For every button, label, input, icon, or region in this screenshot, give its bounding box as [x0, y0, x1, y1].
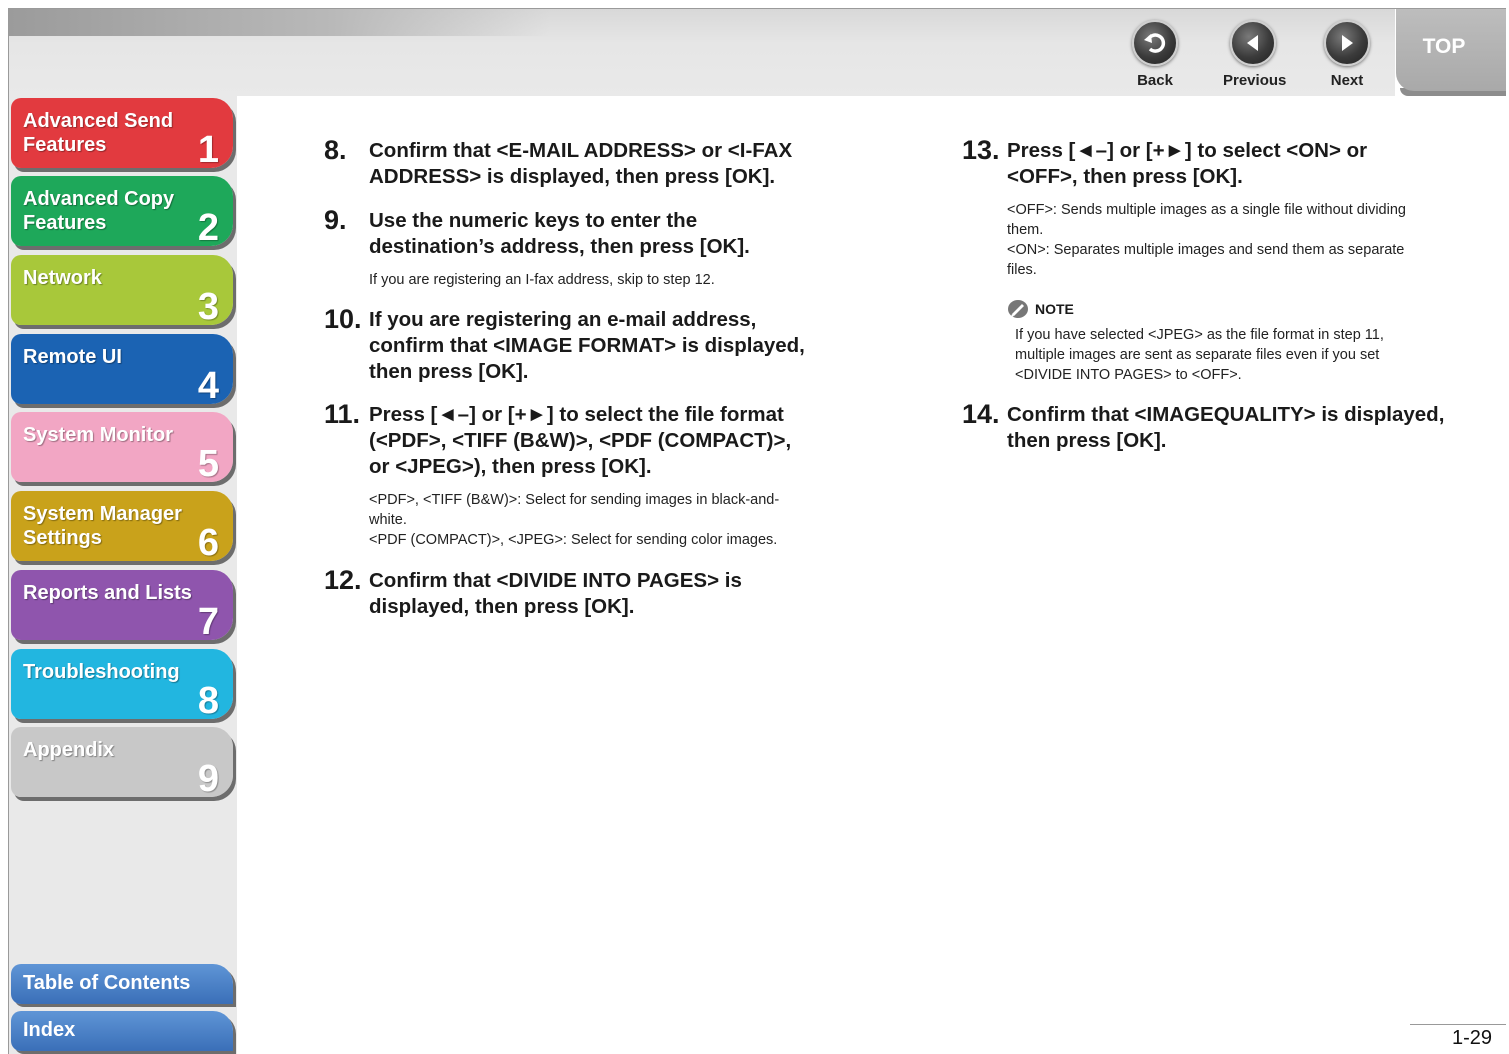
- header-stripe: [9, 9, 549, 36]
- tab-number: 6: [197, 522, 219, 561]
- index-button[interactable]: [11, 1011, 233, 1051]
- step-number: 13.: [962, 135, 1000, 165]
- next-button[interactable]: [1317, 20, 1377, 89]
- next-icon: [1324, 20, 1370, 66]
- step-note-line: files.: [1007, 262, 1037, 278]
- tab-reports-and-lists[interactable]: [11, 570, 233, 640]
- step-title-line: (<PDF>, <TIFF (B&W)>, <PDF (COMPACT)>,: [369, 429, 792, 452]
- step-note-line: <OFF>: Sends multiple images as a single file without dividing: [1007, 202, 1406, 218]
- tab-number: 5: [197, 443, 219, 482]
- tab-number: 7: [197, 601, 219, 640]
- tab-label: System Monitor: [23, 424, 174, 446]
- step-title-line: destination’s address, then press [OK].: [369, 235, 750, 258]
- tab-label: Advanced Copy Features: [23, 188, 175, 234]
- step-note-line: white.: [369, 512, 407, 528]
- step-note-line: <PDF (COMPACT)>, <JPEG>: Select for sending color images.: [369, 532, 778, 548]
- step-title-line: Confirm that <E-MAIL ADDRESS> or <I-FAX: [369, 139, 793, 162]
- step-title-line: ADDRESS> is displayed, then press [OK].: [369, 165, 776, 188]
- page-number: 1-29: [1452, 1027, 1493, 1049]
- tab-number: 9: [197, 758, 219, 797]
- step-note: If you are registering an I-fax address, skip to step 12.: [369, 272, 715, 288]
- tab-system-monitor[interactable]: [11, 412, 233, 482]
- step-title-line: Press [◄–] or [+►] to select <ON> or: [1007, 139, 1368, 162]
- top-button[interactable]: [1396, 9, 1506, 91]
- back-icon: [1132, 20, 1178, 66]
- tab-number: 3: [197, 286, 219, 325]
- previous-button[interactable]: [1223, 20, 1287, 89]
- step-title-line: then press [OK].: [1007, 429, 1167, 452]
- tab-troubleshooting[interactable]: [11, 649, 233, 719]
- step-number: 10.: [324, 304, 362, 334]
- pencil-note-icon: [1007, 299, 1029, 319]
- note-heading: [1007, 299, 1074, 319]
- note-text-line: <DIVIDE INTO PAGES> to <OFF>.: [1015, 367, 1242, 383]
- note-text-line: multiple images are sent as separate files even if you set: [1015, 347, 1380, 363]
- tab-label: Troubleshooting: [23, 661, 180, 683]
- tab-number: 1: [197, 129, 219, 168]
- page-number-rule: [1410, 1024, 1506, 1025]
- tab-advanced-copy-features[interactable]: [11, 176, 233, 246]
- step-number: 11.: [324, 399, 361, 429]
- step-title-line: confirm that <IMAGE FORMAT> is displayed,: [369, 334, 805, 357]
- back-label: Back: [1137, 72, 1173, 89]
- tab-network[interactable]: [11, 255, 233, 325]
- step-note-line: <ON>: Separates multiple images and send them as separate: [1007, 242, 1405, 258]
- step-number: 9.: [324, 205, 347, 235]
- step-title-line: Use the numeric keys to enter the: [369, 209, 698, 232]
- step-title-line: or <JPEG>), then press [OK].: [369, 455, 652, 478]
- tab-appendix[interactable]: [11, 727, 233, 797]
- step-number: 8.: [324, 135, 347, 165]
- tab-label: System Manager Settings: [23, 503, 182, 549]
- top-label: TOP: [1422, 35, 1466, 58]
- step-title-line: If you are registering an e-mail address,: [369, 308, 757, 331]
- previous-label: Previous: [1223, 72, 1287, 89]
- back-button[interactable]: [1125, 20, 1185, 89]
- step-title-line: displayed, then press [OK].: [369, 595, 635, 618]
- next-label: Next: [1330, 72, 1364, 89]
- tab-remote-ui[interactable]: [11, 334, 233, 404]
- tab-number: 8: [197, 680, 219, 719]
- tab-number: 4: [197, 365, 219, 404]
- step-title-line: <OFF>, then press [OK].: [1007, 165, 1243, 188]
- step-number: 14.: [962, 399, 1000, 429]
- index-label: Index: [23, 1019, 76, 1041]
- previous-icon: [1230, 20, 1276, 66]
- tab-system-manager-settings[interactable]: [11, 491, 233, 561]
- step-title-line: then press [OK].: [369, 360, 529, 383]
- tab-number: 2: [197, 207, 219, 246]
- note-text-line: If you have selected <JPEG> as the file format in step 11,: [1015, 327, 1384, 343]
- tab-label: Reports and Lists: [23, 582, 192, 604]
- step-title-line: Confirm that <IMAGEQUALITY> is displayed,: [1007, 403, 1445, 426]
- tab-label: Network: [23, 267, 102, 289]
- step-note-line: <PDF>, <TIFF (B&W)>: Select for sending images in black-and-: [369, 492, 780, 508]
- note-heading-label: NOTE: [1035, 301, 1074, 317]
- tab-label: Advanced Send Features: [23, 110, 174, 156]
- tab-label: Remote UI: [23, 346, 122, 368]
- step-title-line: Confirm that <DIVIDE INTO PAGES> is: [369, 569, 742, 592]
- tab-label: Appendix: [23, 739, 115, 761]
- table-of-contents-button[interactable]: [11, 964, 233, 1004]
- step-number: 12.: [324, 565, 362, 595]
- step-title-line: Press [◄–] or [+►] to select the file format: [369, 403, 784, 426]
- tab-advanced-send-features[interactable]: [11, 98, 233, 168]
- step-note-line: them.: [1007, 222, 1044, 238]
- toc-label: Table of Contents: [23, 972, 191, 994]
